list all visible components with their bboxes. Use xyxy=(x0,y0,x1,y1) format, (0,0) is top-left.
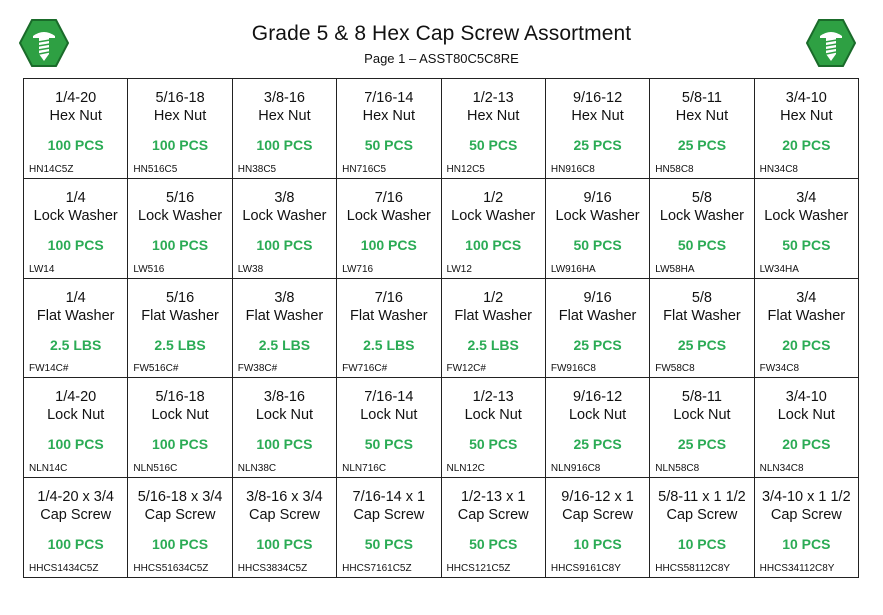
item-quantity: 50 PCS xyxy=(364,536,413,553)
item-type: Lock Nut xyxy=(47,407,105,424)
item-code: NLN516C xyxy=(133,463,178,475)
grid-cell xyxy=(337,378,441,478)
page-subtitle: Page 1 – ASST80C5C8RE xyxy=(364,51,519,66)
item-code: NLN58C8 xyxy=(655,463,700,475)
item-size: 1/2-13 xyxy=(472,90,514,106)
item-size: 9/16 xyxy=(583,289,612,306)
item-size: 1/2-13 xyxy=(472,389,514,406)
item-quantity: 50 PCS xyxy=(782,236,831,253)
item-code: NLN12C xyxy=(446,463,485,475)
item-size: 5/16-18 xyxy=(155,90,205,106)
item-type: Lock Nut xyxy=(360,407,418,424)
grid-cell xyxy=(233,179,337,279)
item-quantity: 100 PCS xyxy=(256,137,313,153)
item-quantity: 10 PCS xyxy=(677,536,727,553)
item-quantity: 10 PCS xyxy=(573,536,622,553)
grid-cell xyxy=(650,279,754,379)
assortment-grid xyxy=(23,78,859,578)
grid-cell xyxy=(233,279,337,379)
item-size: 1/4 xyxy=(65,189,86,206)
item-code: NLN916C8 xyxy=(550,463,601,475)
item-type: Hex Nut xyxy=(362,108,415,124)
item-type: Hex Nut xyxy=(258,108,311,124)
item-type: Lock Washer xyxy=(33,207,118,224)
item-size: 3/4 xyxy=(796,289,817,306)
item-size: 1/4-20 x 3/4 xyxy=(37,489,114,506)
item-quantity: 25 PCS xyxy=(573,336,622,353)
item-type: Lock Nut xyxy=(777,407,835,424)
grid-cell xyxy=(546,378,650,478)
item-quantity: 25 PCS xyxy=(677,336,727,353)
item-quantity: 100 PCS xyxy=(256,236,313,253)
item-code: FW716C# xyxy=(342,363,388,375)
item-code: HHCS1434C5Z xyxy=(29,563,99,574)
grid-cell xyxy=(442,279,546,379)
item-quantity: 100 PCS xyxy=(256,436,313,453)
item-type: Cap Screw xyxy=(248,507,320,524)
item-type: Hex Nut xyxy=(466,108,520,124)
grid-cell xyxy=(650,378,754,478)
item-quantity: 50 PCS xyxy=(469,137,518,153)
item-type: Cap Screw xyxy=(770,507,842,524)
item-type: Lock Washer xyxy=(138,207,223,224)
item-quantity: 100 PCS xyxy=(47,436,104,453)
item-type: Cap Screw xyxy=(40,507,112,524)
grid-cell xyxy=(128,279,232,379)
item-size: 7/16-14 x 1 xyxy=(352,489,426,506)
item-type: Cap Screw xyxy=(353,507,425,524)
item-quantity: 100 PCS xyxy=(152,536,209,553)
grid-cell xyxy=(128,179,232,279)
item-size: 9/16-12 xyxy=(572,389,623,406)
grid-cell xyxy=(337,478,441,578)
item-quantity: 100 PCS xyxy=(256,536,313,553)
item-size: 3/4-10 xyxy=(785,389,827,406)
item-size: 5/8 xyxy=(691,189,713,206)
item-code: HN34C8 xyxy=(759,163,798,175)
item-size: 1/4-20 xyxy=(55,389,97,406)
grid-cell xyxy=(24,378,128,478)
item-quantity: 25 PCS xyxy=(677,137,727,153)
item-size: 3/8 xyxy=(274,189,295,206)
item-quantity: 100 PCS xyxy=(360,236,417,253)
item-size: 9/16-12 x 1 xyxy=(561,489,634,506)
item-quantity: 25 PCS xyxy=(573,436,622,453)
item-quantity: 20 PCS xyxy=(782,336,831,353)
item-code: FW38C# xyxy=(237,363,278,375)
grid-cell xyxy=(24,179,128,279)
grid-cell xyxy=(24,478,128,578)
item-code: LW516 xyxy=(133,263,165,275)
item-size: 5/16-18 x 3/4 xyxy=(137,489,223,506)
grid-cell xyxy=(128,79,232,179)
item-size: 3/8-16 xyxy=(263,389,305,406)
item-type: Lock Washer xyxy=(659,207,744,224)
grid-cell xyxy=(442,79,546,179)
item-type: Lock Washer xyxy=(451,207,536,224)
item-type: Cap Screw xyxy=(457,507,529,524)
grid-cell xyxy=(755,478,859,578)
grid-cell xyxy=(128,478,232,578)
item-quantity: 10 PCS xyxy=(782,536,831,553)
item-quantity: 25 PCS xyxy=(573,137,622,153)
item-size: 5/16-18 xyxy=(155,389,205,406)
item-type: Cap Screw xyxy=(666,507,738,524)
item-size: 7/16 xyxy=(374,289,403,306)
item-type: Flat Washer xyxy=(454,307,532,324)
grid-cell xyxy=(442,478,546,578)
item-type: Flat Washer xyxy=(36,307,115,324)
item-code: HN516C5 xyxy=(133,163,178,175)
item-code: HN716C5 xyxy=(342,163,387,175)
grid-cell xyxy=(442,179,546,279)
item-quantity: 20 PCS xyxy=(782,436,831,453)
item-quantity: 2.5 LBS xyxy=(50,336,102,353)
item-size: 3/8 xyxy=(274,289,295,306)
grid-cell xyxy=(233,79,337,179)
item-quantity: 2.5 LBS xyxy=(258,336,311,353)
item-quantity: 100 PCS xyxy=(47,137,104,153)
grid-cell xyxy=(755,279,859,379)
item-type: Lock Nut xyxy=(151,407,209,424)
item-quantity: 100 PCS xyxy=(47,536,104,553)
grid-cell xyxy=(546,478,650,578)
item-quantity: 25 PCS xyxy=(677,436,727,453)
item-size: 7/16-14 xyxy=(364,90,414,106)
item-size: 1/4 xyxy=(65,289,86,306)
item-code: HN12C5 xyxy=(446,163,485,175)
item-type: Lock Nut xyxy=(673,407,731,424)
item-quantity: 100 PCS xyxy=(47,236,104,253)
item-code: LW916HA xyxy=(550,263,596,275)
item-type: Hex Nut xyxy=(153,108,207,124)
item-code: LW58HA xyxy=(655,263,695,275)
item-type: Flat Washer xyxy=(558,307,637,324)
item-size: 3/4-10 xyxy=(785,90,827,106)
item-type: Lock Nut xyxy=(255,407,314,424)
item-code: FW34C8 xyxy=(759,363,800,375)
item-size: 5/8-11 xyxy=(681,389,722,406)
item-quantity: 50 PCS xyxy=(469,536,518,553)
item-quantity: 2.5 LBS xyxy=(467,336,519,353)
item-quantity: 2.5 LBS xyxy=(363,336,415,353)
item-type: Lock Nut xyxy=(568,407,627,424)
item-type: Cap Screw xyxy=(144,507,216,524)
item-code: HHCS51634C5Z xyxy=(133,563,209,574)
item-size: 5/8 xyxy=(691,289,713,306)
item-size: 3/4-10 x 1 1/2 xyxy=(761,489,851,506)
item-code: NLN38C xyxy=(237,463,277,475)
item-code: HHCS7161C5Z xyxy=(342,563,412,574)
item-code: LW716 xyxy=(342,263,374,275)
item-size: 1/2-13 x 1 xyxy=(460,489,526,506)
grid-cell xyxy=(755,378,859,478)
screw-hex-icon xyxy=(806,18,856,68)
item-quantity: 100 PCS xyxy=(152,436,209,453)
item-quantity: 50 PCS xyxy=(677,236,727,253)
item-quantity: 100 PCS xyxy=(465,236,522,253)
item-type: Flat Washer xyxy=(663,307,741,324)
grid-cell xyxy=(337,279,441,379)
grid-cell xyxy=(24,279,128,379)
item-code: HHCS3834C5Z xyxy=(237,563,308,574)
grid-cell xyxy=(650,179,754,279)
item-type: Hex Nut xyxy=(571,108,624,124)
grid-cell xyxy=(233,378,337,478)
item-code: NLN716C xyxy=(342,463,387,475)
item-code: HN38C5 xyxy=(237,163,277,175)
grid-cell xyxy=(755,79,859,179)
item-code: LW38 xyxy=(237,263,264,275)
item-size: 3/8-16 x 3/4 xyxy=(246,489,323,506)
item-code: NLN34C8 xyxy=(759,463,804,475)
grid-cell xyxy=(546,179,650,279)
item-type: Lock Nut xyxy=(464,407,522,424)
item-quantity: 2.5 LBS xyxy=(154,336,206,353)
item-size: 5/16 xyxy=(165,189,195,206)
item-type: Flat Washer xyxy=(245,307,324,324)
item-quantity: 50 PCS xyxy=(573,236,622,253)
item-type: Lock Washer xyxy=(242,207,327,224)
item-code: NLN14C xyxy=(29,463,68,475)
item-size: 3/8-16 xyxy=(263,90,305,106)
item-code: HHCS34112C8Y xyxy=(759,563,835,574)
page-header xyxy=(0,0,883,78)
item-size: 1/2 xyxy=(483,189,504,206)
item-quantity: 100 PCS xyxy=(152,137,209,153)
item-code: LW14 xyxy=(29,263,55,275)
item-quantity: 50 PCS xyxy=(469,436,518,453)
item-code: HHCS58112C8Y xyxy=(655,563,731,574)
item-code: FW58C8 xyxy=(655,363,695,375)
item-code: FW916C8 xyxy=(550,363,596,375)
page-title: Grade 5 & 8 Hex Cap Screw Assortment xyxy=(251,22,632,45)
item-code: HN58C8 xyxy=(655,163,694,175)
item-type: Flat Washer xyxy=(767,307,846,324)
item-quantity: 20 PCS xyxy=(782,137,831,153)
item-size: 1/2 xyxy=(483,289,504,306)
item-type: Hex Nut xyxy=(675,108,729,124)
item-code: HN14C5Z xyxy=(29,163,74,175)
item-type: Hex Nut xyxy=(49,108,102,124)
grid-cell xyxy=(337,79,441,179)
grid-cell xyxy=(546,279,650,379)
grid-cell xyxy=(24,79,128,179)
grid-cell xyxy=(650,478,754,578)
item-code: LW34HA xyxy=(759,263,799,275)
item-quantity: 50 PCS xyxy=(364,137,413,153)
item-type: Lock Washer xyxy=(346,207,431,224)
item-code: HHCS9161C8Y xyxy=(550,563,621,574)
grid-cell xyxy=(442,378,546,478)
grid-cell xyxy=(337,179,441,279)
grid-cell xyxy=(650,79,754,179)
item-size: 1/4-20 xyxy=(55,90,97,106)
grid-cell xyxy=(755,179,859,279)
item-type: Flat Washer xyxy=(141,307,219,324)
item-code: FW516C# xyxy=(133,363,179,375)
item-size: 7/16 xyxy=(374,189,403,206)
item-size: 5/8-11 xyxy=(681,90,722,106)
grid-cell xyxy=(128,378,232,478)
item-type: Lock Washer xyxy=(555,207,640,224)
item-type: Lock Washer xyxy=(764,207,849,224)
item-code: FW14C# xyxy=(29,363,69,375)
item-type: Cap Screw xyxy=(562,507,634,524)
item-code: HN916C8 xyxy=(550,163,595,175)
item-quantity: 50 PCS xyxy=(364,436,413,453)
item-size: 9/16 xyxy=(583,189,612,206)
item-code: LW12 xyxy=(446,263,472,275)
grid-cell xyxy=(546,79,650,179)
item-quantity: 100 PCS xyxy=(152,236,209,253)
item-type: Hex Nut xyxy=(780,108,833,124)
item-size: 9/16-12 xyxy=(572,90,623,106)
grid-cell xyxy=(233,478,337,578)
item-size: 5/16 xyxy=(165,289,195,306)
item-size: 7/16-14 xyxy=(364,389,414,406)
item-size: 5/8-11 x 1 1/2 xyxy=(658,489,746,506)
item-type: Flat Washer xyxy=(350,307,428,324)
item-code: HHCS121C5Z xyxy=(446,563,511,574)
item-size: 3/4 xyxy=(796,189,817,206)
item-code: FW12C# xyxy=(446,363,486,375)
